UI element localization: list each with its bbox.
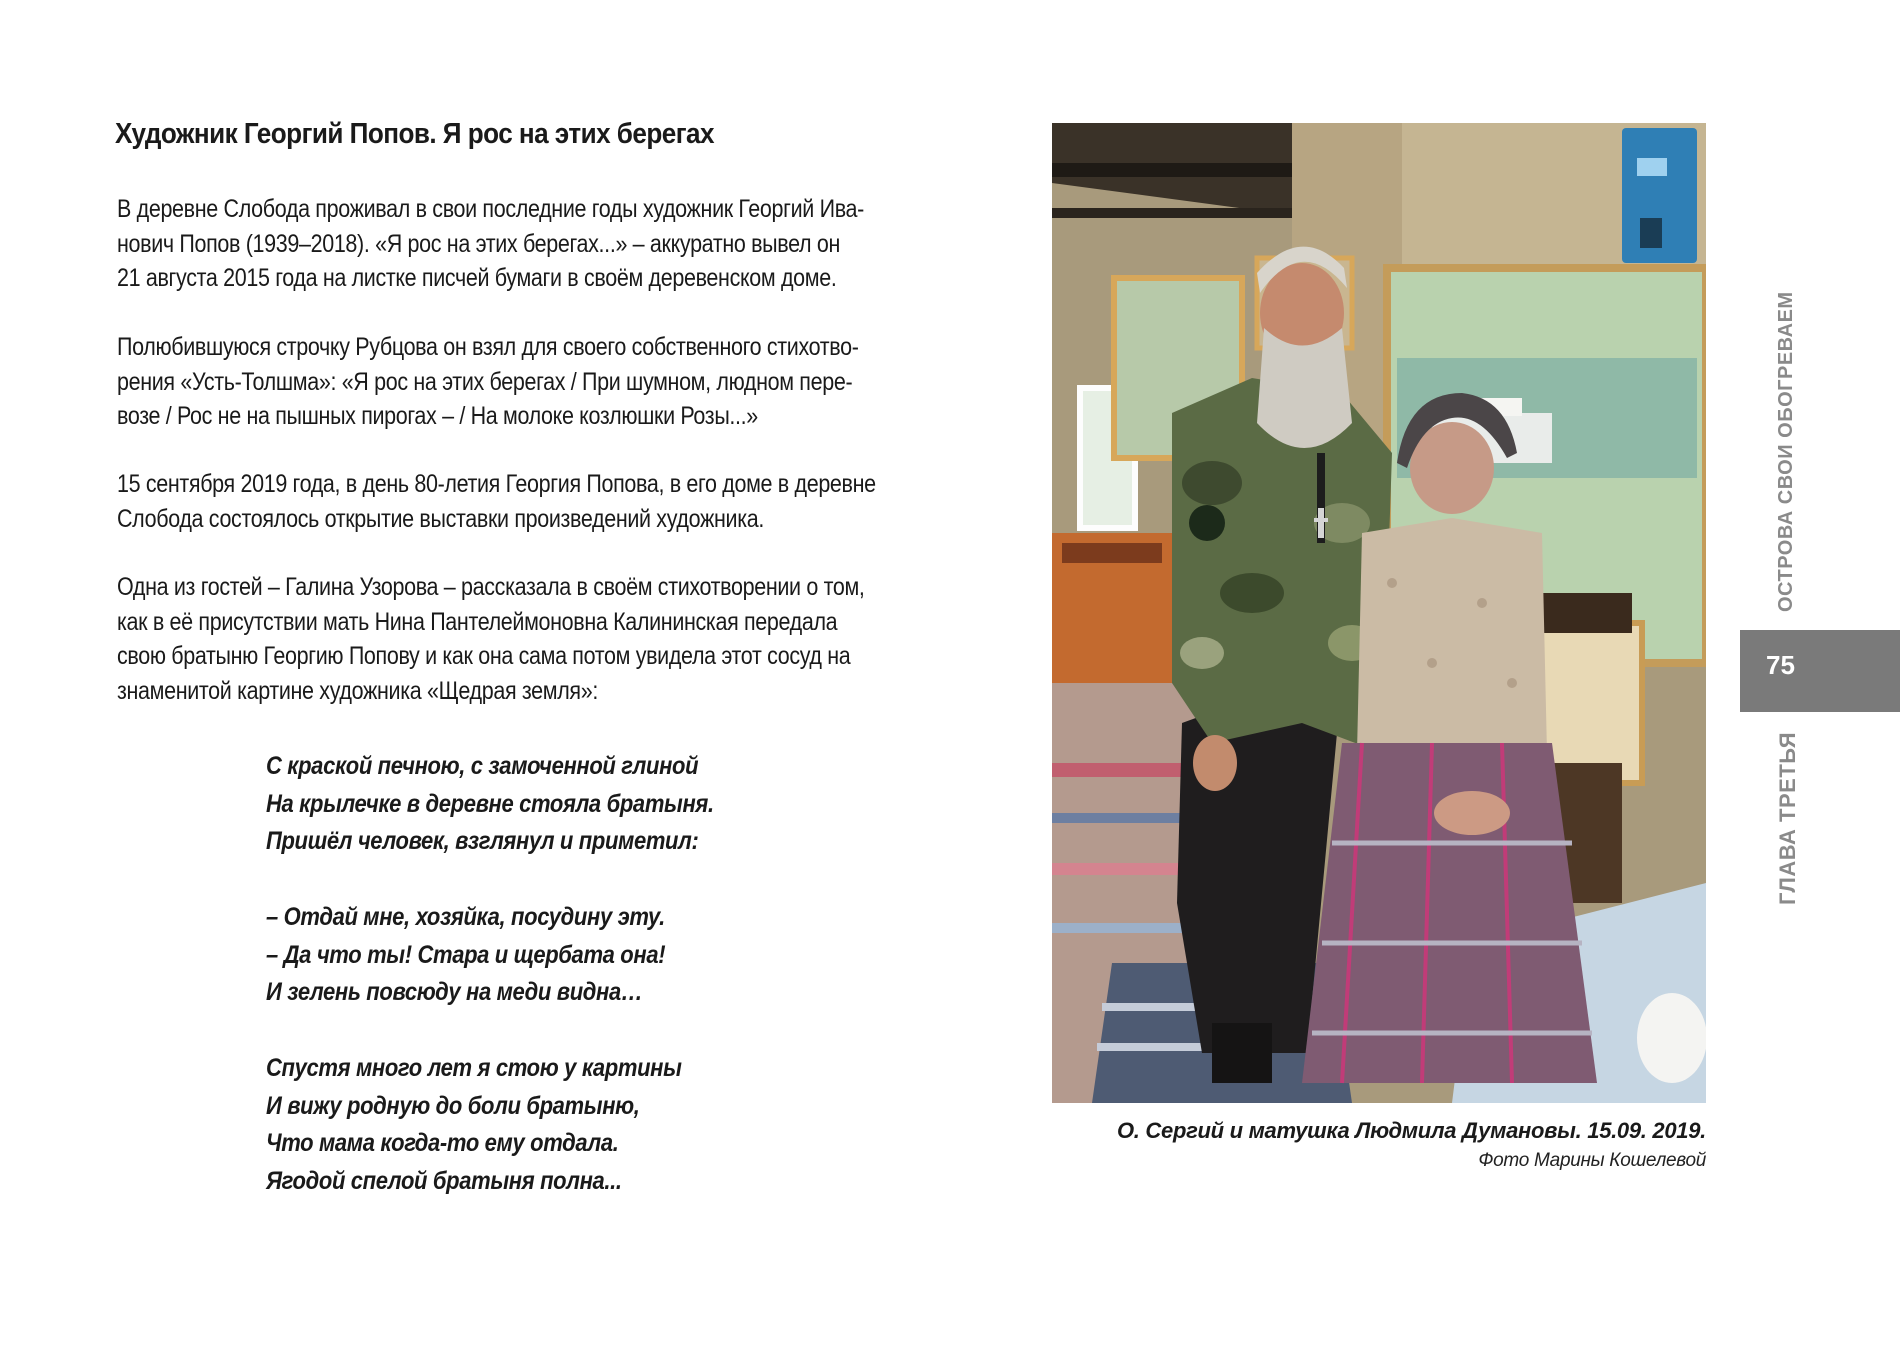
photo-priest-and-wife [1052,123,1706,1103]
poem-line: Ягодой спелой братыня полна... [266,1166,622,1195]
page-number-tab [1740,630,1900,712]
section-title-vertical: ОСТРОВА СВОИ ОБОГРЕВАЕМ [1775,291,1797,612]
poem-line: С краской печною, с замоченной глиной [266,752,699,780]
poem-stanza-1 [266,748,826,861]
photo-illustration [1052,123,1706,1103]
poem-line: – Отдай мне, хозяйка, посудину эту. [266,903,665,931]
page-number: 75 [1766,650,1795,680]
text-line: Одна из гостей – Галина Узорова – рассказала в своём стихотворении о том, [117,573,865,601]
text-line: как в её присутствии мать Нина Пантелеймоновна Калининская передала [117,607,838,636]
article-title: Художник Георгий Попов. Я рос на этих берегах [115,118,714,150]
text-line: Полюбившуюся строчку Рубцова он взял для своего собственного стихотво- [117,333,859,361]
text-line: Слобода состоялось открытие выставки произведений художника. [117,504,765,533]
poem-line: Пришёл человек, взглянул и приметил: [266,827,699,856]
paragraph-1 [117,192,897,296]
text-line: 15 сентября 2019 года, в день 80-летия Георгия Попова, в его доме в деревне [117,470,876,498]
text-line: свою братыню Георгию Попову и как она сама потом увидела этот сосуд на [117,642,851,670]
poem-stanza-3 [266,1050,826,1200]
poem-line: На крылечке в деревне стояла братыня. [266,789,714,818]
text-line: В деревне Слобода проживал в свои последние годы художник Георгий Ива- [117,195,864,223]
photo-credit: Фото Марины Кошелевой [1478,1150,1706,1171]
poem-line: И вижу родную до боли братыню, [266,1091,640,1120]
poem-line: Что мама когда-то ему отдала. [266,1129,619,1158]
photo-caption: О. Сергий и матушка Людмила Думановы. 15.09. 2019. [1116,1118,1706,1143]
poem-line: Спустя много лет я стою у картины [266,1054,682,1082]
paragraph-4 [117,570,897,708]
text-line: нович Попов (1939–2018). «Я рос на этих берегах...» – аккуратно вывел он [117,229,841,258]
text-line: знаменитой картине художника «Щедрая земля»: [117,676,598,705]
text-line: рения «Усть-Толшма»: «Я рос на этих берегах / При шумном, людном пере- [117,367,853,396]
text-line: 21 августа 2015 года на листке писчей бумаги в своём деревенском доме. [117,264,837,292]
paragraph-3 [117,467,897,536]
chapter-title-vertical: ГЛАВА ТРЕТЬЯ [1775,731,1800,905]
paragraph-2 [117,330,897,434]
poem-line: – Да что ты! Стара и щербата она! [266,940,666,969]
poem-line: И зелень повсюду на меди видна… [266,978,643,1007]
text-line: возе / Рос не на пышных пирогах – / На молоке козлюшки Розы...» [117,402,758,430]
poem-stanza-2 [266,899,826,1012]
